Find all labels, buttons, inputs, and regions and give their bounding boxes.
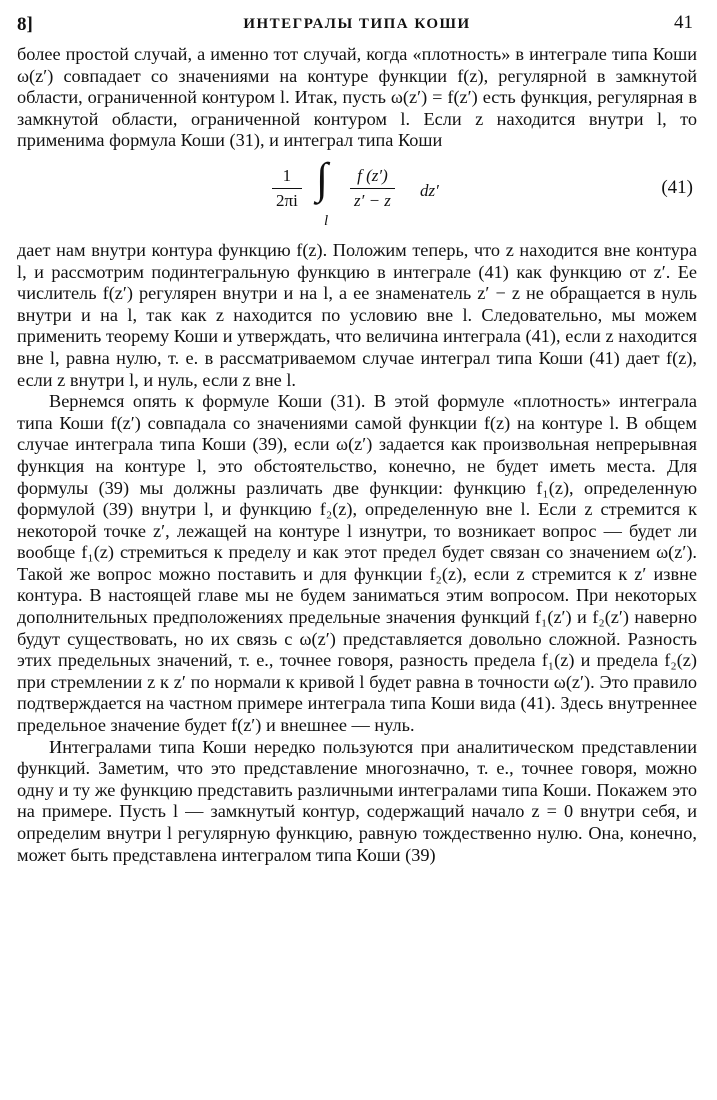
body-text [17, 44, 697, 866]
paragraph-1: более простой случай, а именно тот случай, когда «плотность» в интеграле типа Коши ω(z′) совпадает со значениями на контуре функции f(z), регулярной в замкнутой области, ограниченной контуром l. Итак, пусть ω(z′) = f(z′) есть функция, регулярная в замкнутой области, ограниченной контуром l. Если z находится внутри l, то применима формула Коши (31), и интеграл типа Коши [17, 44, 697, 151]
page-number: 41 [674, 12, 693, 33]
differential: dz′ [420, 180, 439, 200]
section-number: 8] [17, 14, 33, 35]
contour-subscript: l [324, 212, 329, 229]
paragraph-4: Интегралами типа Коши нередко пользуются при аналитическом представлении функций. Заметим, что это представление многозначно, т. е., точнее говоря, можно одну и ту же функцию представить различными интегралами типа Коши. Покажем это на примере. Пусть l — замкнутый контур, содержащий начало z = 0 внутри себя, и определим внутри l регулярную функцию, равную тождественно нулю. Она, конечно, может быть представлена интегралом типа Коши (39) [17, 736, 697, 865]
running-title: ИНТЕГРАЛЫ ТИПА КОШИ [243, 16, 471, 32]
cauchy-integral-expression [272, 152, 482, 240]
coefficient-fraction [272, 165, 302, 211]
coefficient-numerator: 1 [272, 165, 302, 189]
paragraph-2: дает нам внутри контура функцию f(z). Положим теперь, что z находится вне контура l, и рассмотрим подинтегральную функцию в интеграле (41) как функцию от z′. Ее числитель f(z′) регулярен внутри и на l, а ее знаменатель z′ − z не обращается в нуль внутри и на l, так как z находится по условию вне l. Следовательно, мы можем применить теорему Коши и утверждать, что величина интеграла (41), если z находится вне l, равна нулю, т. е. в рассматриваемом случае интеграл типа Коши (41) дает f(z), если z внутри l, и нуль, если z вне l. [17, 239, 697, 390]
integral-sign: ∫ [316, 153, 329, 203]
coefficient-denominator: 2πi [276, 190, 298, 210]
integrand-denominator: z′ − z [354, 190, 391, 210]
formula-41 [17, 152, 697, 240]
paragraph-3: Вернемся опять к формуле Коши (31). В этой формуле «плотность» интеграла типа Коши f(z′) совпадала со значениями самой функции f(z) на контуре l. В общем случае интеграла типа Коши (39), если ω(z′) задается как произвольная непрерывная функция на контуре l, это обстоятельство, конечно, не будет иметь места. Для формулы (39) мы должны различать две функции: функцию f₁(z), определенную формулой (39) внутри l, и функцию f₂(z), определенную вне l. Если z стремится к некоторой точке z′, лежащей на контуре l изнутри, то возникает вопрос — будет ли вообще f₁(z) стремиться к пределу и как этот предел будет связан со значением ω(z′). Такой же вопрос можно поставить и для функции f₂(z), если z стремится к z′ извне контура. В настоящей главе мы не будем заниматься этим вопросом. При некоторых дополнительных предположениях предельные значения функций f₁(z′) и f₂(z′) наверно будут существовать, но их связь с ω(z′) представляется довольно сложной. Разность этих предельных значений, т. е., точнее говоря, разность предела f₁(z) и предела f₂(z) при стремлении z к z′ по нормали к кривой l будет равна в точности ω(z′). Это правило подтверждается на частном примере интеграла типа Коши вида (41). Здесь внутреннее предельное значение будет f(z′) и внешнее — нуль. [17, 391, 697, 736]
equation-number: (41) [661, 176, 693, 198]
integrand-numerator: f (z′) [350, 165, 395, 189]
book-page [17, 6, 697, 866]
page-header [17, 6, 697, 44]
integrand-fraction [350, 165, 395, 211]
